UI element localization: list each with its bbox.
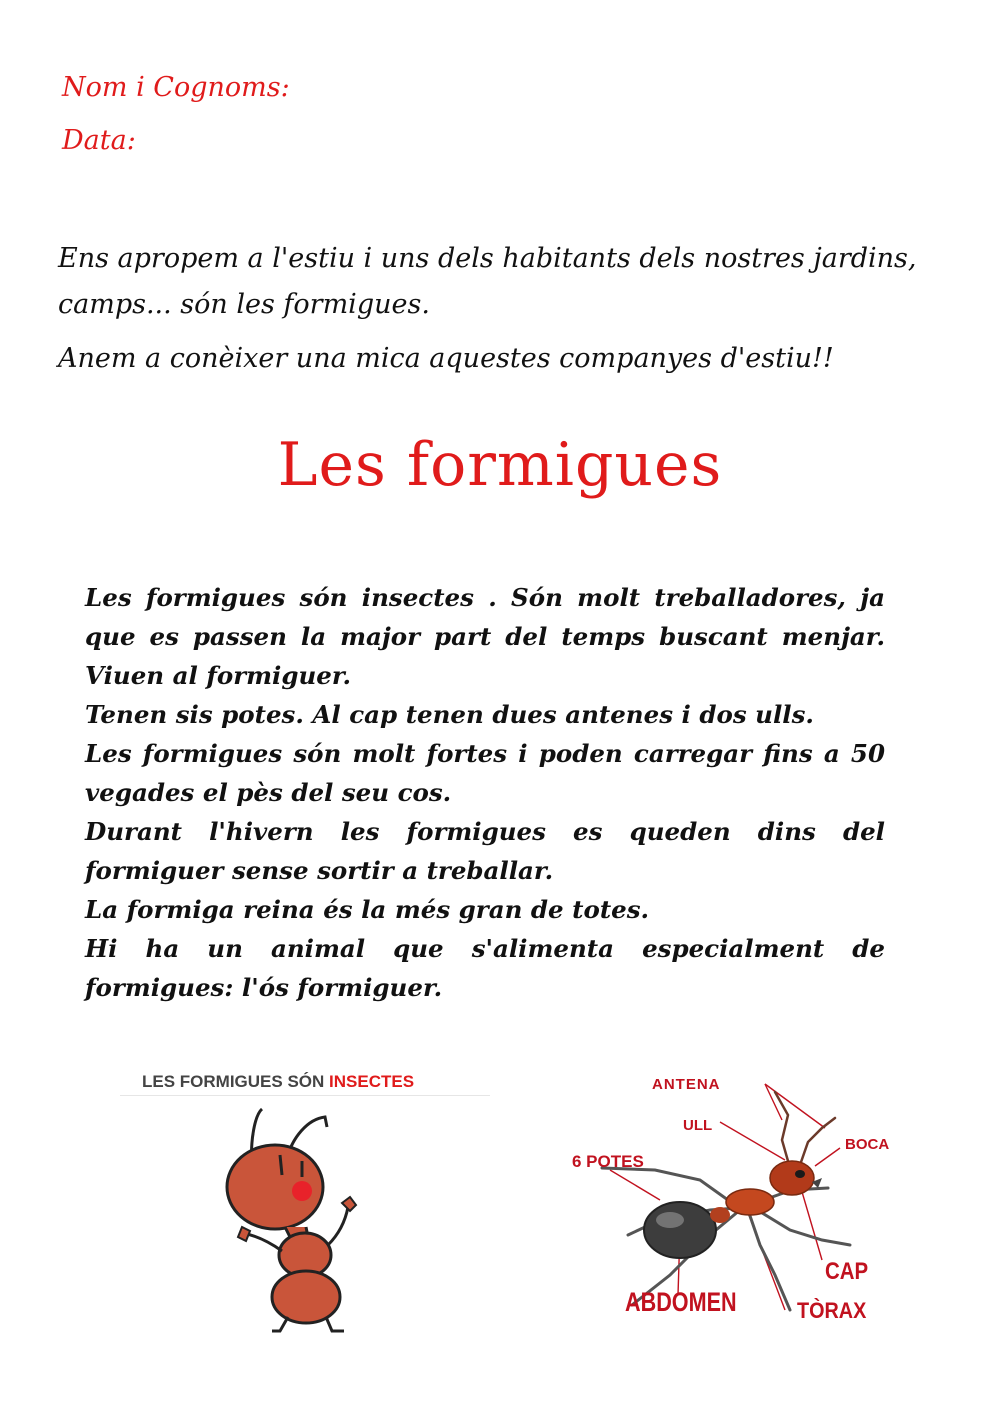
diagram-label-head: CAP [825, 1258, 869, 1285]
intro-paragraph: Ens apropem a l'estiu i uns dels habitants dels nostres jardins, camps... són les formigues. [58, 243, 917, 320]
body-text [85, 578, 885, 1007]
insects-banner-text: LES FORMIGUES SÓN [142, 1072, 330, 1091]
intro-invitation: Anem a conèixer una mica aquestes companyes d'estiu!! [58, 343, 834, 374]
insects-banner [142, 1072, 414, 1092]
diagram-label-mouth: BOCA [845, 1136, 890, 1153]
insects-banner-accent: INSECTES [329, 1072, 415, 1091]
body-paragraph-legs: Tenen sis potes. Al cap tenen dues antenes i dos ulls. [85, 700, 814, 729]
body-paragraph-winter: Durant l'hivern les formigues es queden dins del formiguer sense sortir a treballar. [85, 817, 885, 885]
diagram-label-eye: ULL [683, 1117, 713, 1134]
date-field-label: Data: [62, 125, 136, 156]
banner-divider [120, 1095, 490, 1096]
body-paragraph-queen: La formiga reina és la més gran de totes. [85, 895, 650, 924]
name-field-label: Nom i Cognoms: [62, 72, 290, 103]
diagram-label-antenna: ANTENA [652, 1076, 721, 1093]
page-title: Les formigues [277, 430, 723, 500]
cartoon-ant-illustration [180, 1105, 420, 1335]
body-paragraph-insects: Les formigues són insectes . Són molt treballadores, ja que es passen la major part del temps buscant menjar. Viuen al formiguer. [85, 583, 885, 690]
diagram-label-abdomen: ABDOMEN [625, 1287, 737, 1317]
body-paragraph-anteater: Hi ha un animal que s'alimenta especialment de formigues: l'ós formiguer. [85, 934, 885, 1002]
body-paragraph-strength: Les formigues són molt fortes i poden carregar fins a 50 vegades el pès del seu cos. [85, 739, 885, 807]
diagram-label-thorax: TÒRAX [797, 1298, 867, 1323]
diagram-label-legs: 6 POTES [572, 1152, 644, 1171]
